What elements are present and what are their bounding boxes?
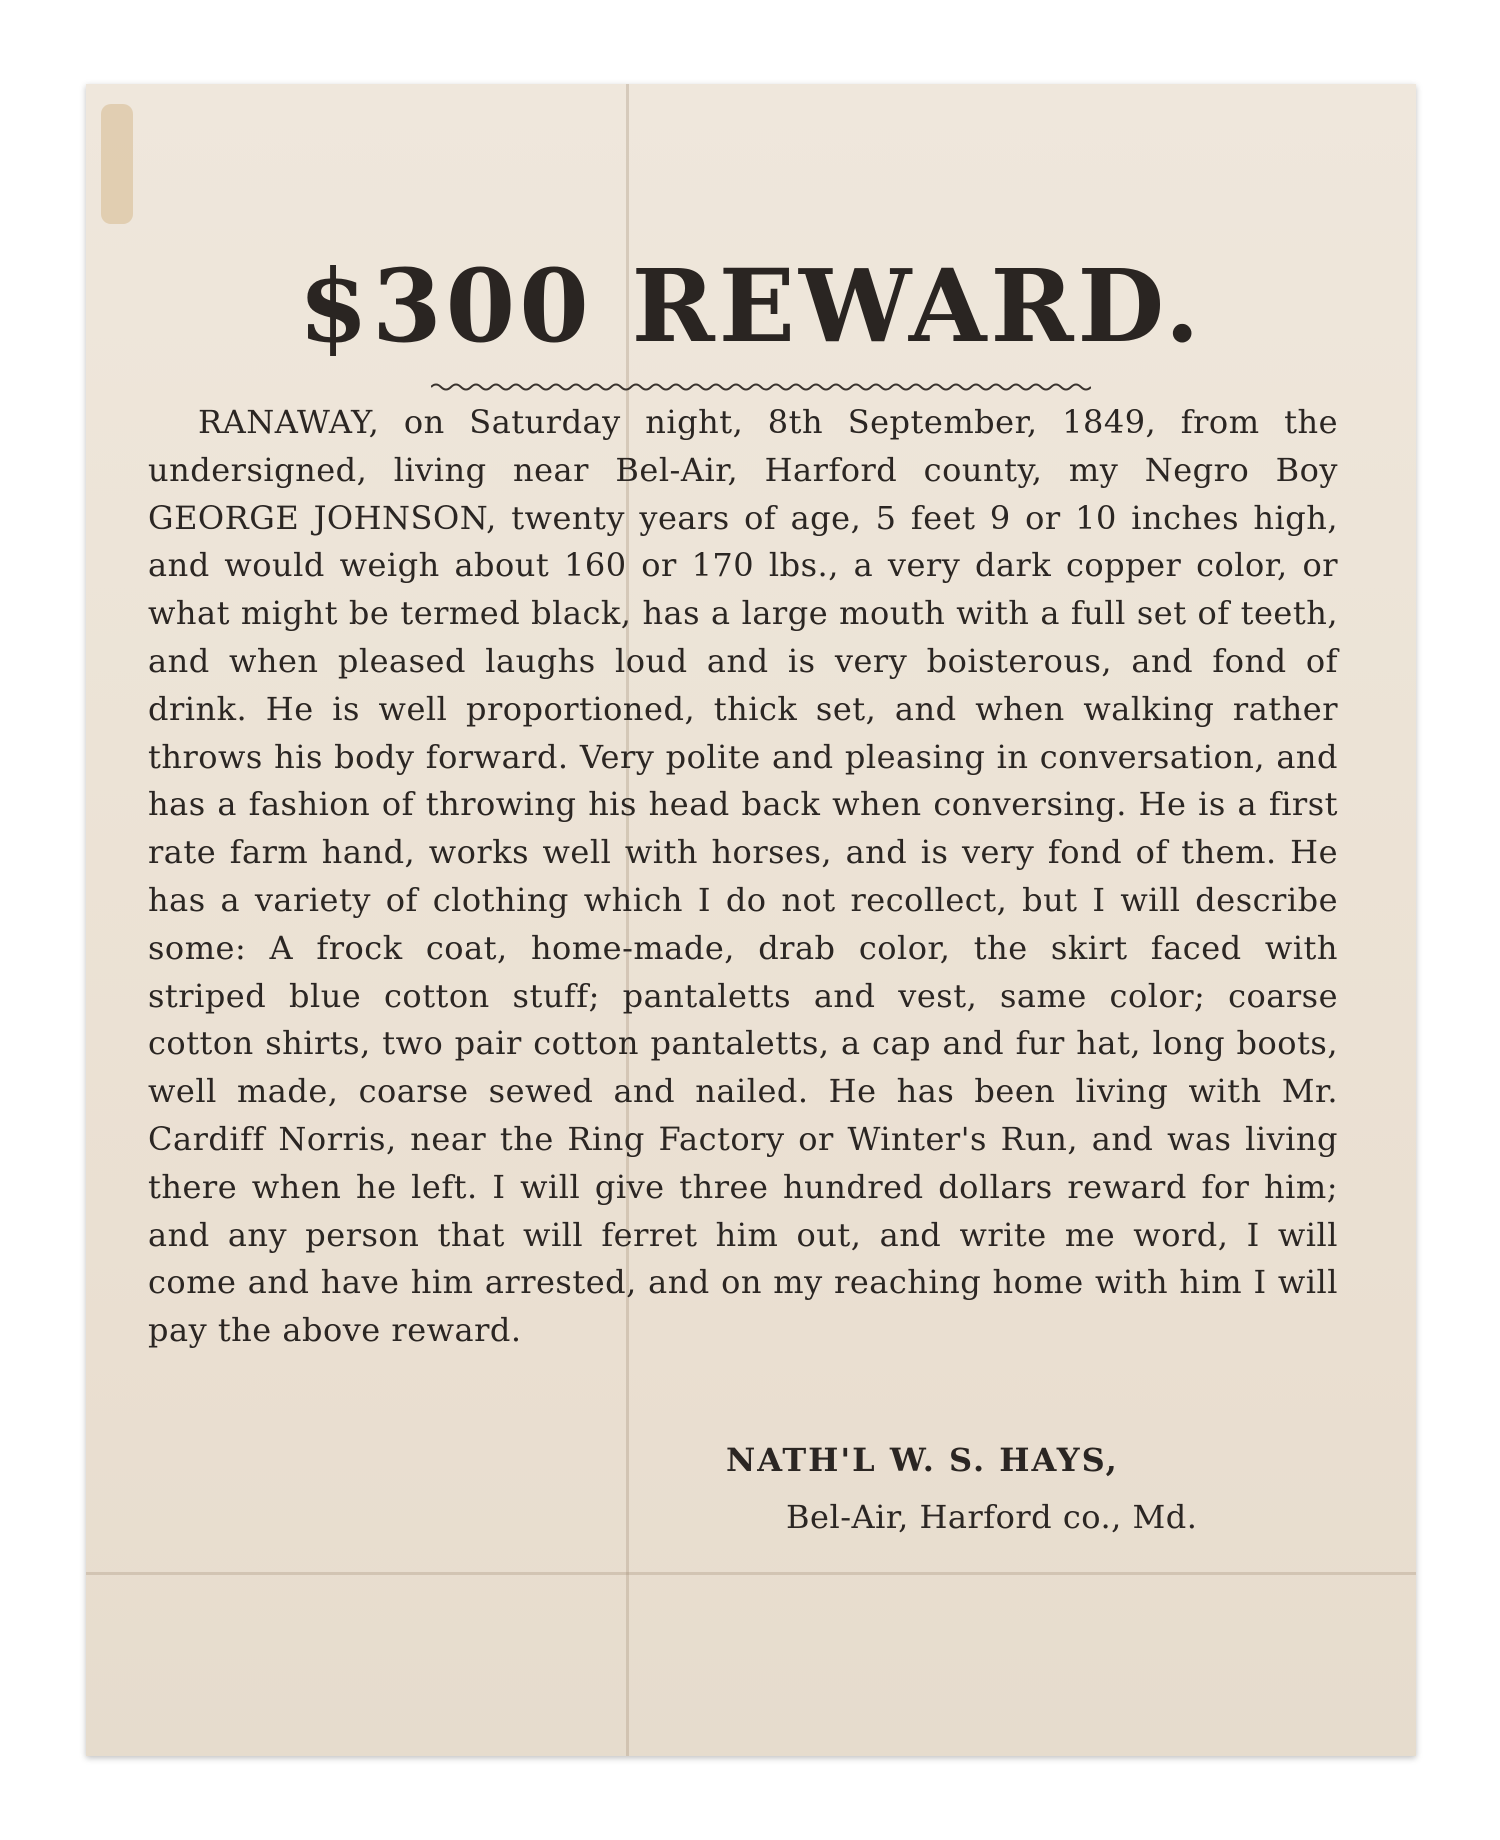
poster-body-text: RANAWAY, on Saturday night, 8th September, 1849, from the undersigned, living near Bel-Air, Harford county, my Negro Boy GEORGE JOHNSON, twenty years of age, 5 feet 9 or 10 inches high, and would weigh about 160 or 170 lbs., a very dark copper color, or what might be termed black, has a large mouth with a full set of teeth, and when pleased laughs loud and is very boisterous, and fond of drink. He is well proportioned, thick set, and when walking rather throws his body forward. Very polite and pleasing in conversation, and has a fashion of throwing his head back when conversing. He is a first rate farm hand, works well with horses, and is very fond of them. He has a variety of clothing which I do not recollect, but I will describe some: A frock coat, home-made, drab color, the skirt faced with striped blue cotton stuff; pantaletts and vest, same color; coarse cotton shirts, two pair cotton pantaletts, a cap and fur hat, long boots, well made, coarse sewed and nailed. He has been living with Mr. Cardiff Norris, near the Ring Factory or Winter's Run, and was living there when he left. I will give three hundred dollars reward for him; and any person that will ferret him out, and write me word, I will come and have him arrested, and on my reaching home with him I will pay the above reward. bbox=[148, 403, 1338, 1350]
wavy-rule-divider bbox=[431, 381, 1091, 393]
signature-place: Bel-Air, Harford co., Md. bbox=[786, 1498, 1198, 1536]
poster-title: $300 REWARD. bbox=[298, 247, 1204, 365]
paper-stain bbox=[101, 104, 133, 224]
signature-name: NATH'L W. S. HAYS, bbox=[726, 1441, 1119, 1479]
horizontal-fold-crease bbox=[86, 1572, 1416, 1575]
reward-poster bbox=[86, 84, 1416, 1756]
